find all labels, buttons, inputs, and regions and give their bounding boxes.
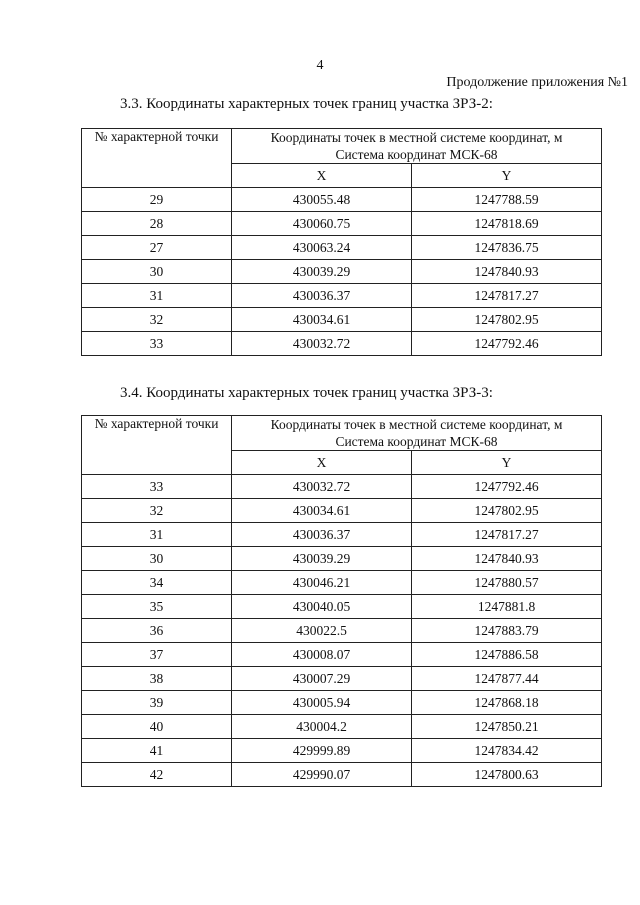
x-cell: 430004.2 [232, 715, 412, 739]
table-row [82, 763, 602, 787]
point-cell: 33 [82, 475, 232, 499]
y-cell: 1247850.21 [412, 715, 602, 739]
x-cell: 430008.07 [232, 643, 412, 667]
header-coordinate-system [232, 416, 602, 451]
table-row [82, 499, 602, 523]
x-cell: 430032.72 [232, 475, 412, 499]
table-row [82, 547, 602, 571]
header-coordinate-system-line1: Координаты точек в местной системе координат, м [270, 417, 563, 432]
table-row [82, 595, 602, 619]
x-cell: 430032.72 [232, 332, 412, 356]
header-y: Y [412, 451, 602, 475]
point-cell: 31 [82, 523, 232, 547]
table-row [82, 739, 602, 763]
y-cell: 1247792.46 [412, 332, 602, 356]
coordinates-table-zrz3 [81, 415, 602, 787]
header-coordinate-system-line2: Система координат МСК-68 [335, 147, 498, 162]
x-cell: 430007.29 [232, 667, 412, 691]
header-point-number: № характерной точки [82, 129, 232, 188]
x-cell: 430046.21 [232, 571, 412, 595]
point-cell: 37 [82, 643, 232, 667]
table-row [82, 643, 602, 667]
point-cell: 33 [82, 332, 232, 356]
y-cell: 1247886.58 [412, 643, 602, 667]
point-cell: 32 [82, 499, 232, 523]
x-cell: 430034.61 [232, 499, 412, 523]
point-cell: 38 [82, 667, 232, 691]
x-cell: 430039.29 [232, 547, 412, 571]
coordinates-table-zrz2 [81, 128, 602, 356]
table-row [82, 667, 602, 691]
point-cell: 35 [82, 595, 232, 619]
header-coordinate-system [232, 129, 602, 164]
header-x: X [232, 451, 412, 475]
y-cell: 1247840.93 [412, 547, 602, 571]
x-cell: 430036.37 [232, 523, 412, 547]
y-cell: 1247818.69 [412, 212, 602, 236]
y-cell: 1247883.79 [412, 619, 602, 643]
table-row [82, 571, 602, 595]
y-cell: 1247834.42 [412, 739, 602, 763]
point-cell: 42 [82, 763, 232, 787]
x-cell: 430005.94 [232, 691, 412, 715]
point-cell: 29 [82, 188, 232, 212]
point-cell: 32 [82, 308, 232, 332]
point-cell: 39 [82, 691, 232, 715]
table-row [82, 308, 602, 332]
y-cell: 1247802.95 [412, 308, 602, 332]
table-row [82, 691, 602, 715]
y-cell: 1247877.44 [412, 667, 602, 691]
x-cell: 430039.29 [232, 260, 412, 284]
point-cell: 34 [82, 571, 232, 595]
y-cell: 1247788.59 [412, 188, 602, 212]
x-cell: 429999.89 [232, 739, 412, 763]
table-row [82, 188, 602, 212]
x-cell: 430034.61 [232, 308, 412, 332]
point-cell: 30 [82, 547, 232, 571]
table-row [82, 236, 602, 260]
y-cell: 1247868.18 [412, 691, 602, 715]
x-cell: 430063.24 [232, 236, 412, 260]
page-number: 4 [316, 58, 324, 73]
x-cell: 430040.05 [232, 595, 412, 619]
point-cell: 28 [82, 212, 232, 236]
table-row [82, 475, 602, 499]
header-y: Y [412, 164, 602, 188]
x-cell: 430036.37 [232, 284, 412, 308]
table-body-zrz3 [82, 475, 602, 787]
table-row [82, 284, 602, 308]
section-heading-zrz2: 3.3. Координаты характерных точек границ участка ЗРЗ-2: [120, 96, 493, 112]
y-cell: 1247817.27 [412, 284, 602, 308]
x-cell: 430055.48 [232, 188, 412, 212]
section-heading-zrz3: 3.4. Координаты характерных точек границ участка ЗРЗ-3: [120, 385, 493, 401]
header-point-number: № характерной точки [82, 416, 232, 475]
table-row [82, 212, 602, 236]
y-cell: 1247800.63 [412, 763, 602, 787]
table-row [82, 332, 602, 356]
x-cell: 430022.5 [232, 619, 412, 643]
point-cell: 41 [82, 739, 232, 763]
appendix-note: Продолжение приложения №1 [446, 75, 628, 90]
point-cell: 40 [82, 715, 232, 739]
table-row [82, 523, 602, 547]
y-cell: 1247802.95 [412, 499, 602, 523]
y-cell: 1247840.93 [412, 260, 602, 284]
x-cell: 430060.75 [232, 212, 412, 236]
y-cell: 1247880.57 [412, 571, 602, 595]
point-cell: 36 [82, 619, 232, 643]
y-cell: 1247836.75 [412, 236, 602, 260]
header-coordinate-system-line1: Координаты точек в местной системе координат, м [270, 130, 563, 145]
point-cell: 30 [82, 260, 232, 284]
point-cell: 31 [82, 284, 232, 308]
y-cell: 1247792.46 [412, 475, 602, 499]
table-row [82, 260, 602, 284]
y-cell: 1247817.27 [412, 523, 602, 547]
table-body-zrz2 [82, 188, 602, 356]
point-cell: 27 [82, 236, 232, 260]
x-cell: 429990.07 [232, 763, 412, 787]
y-cell: 1247881.8 [412, 595, 602, 619]
table-row [82, 619, 602, 643]
header-x: X [232, 164, 412, 188]
table-row [82, 715, 602, 739]
header-coordinate-system-line2: Система координат МСК-68 [335, 434, 498, 449]
